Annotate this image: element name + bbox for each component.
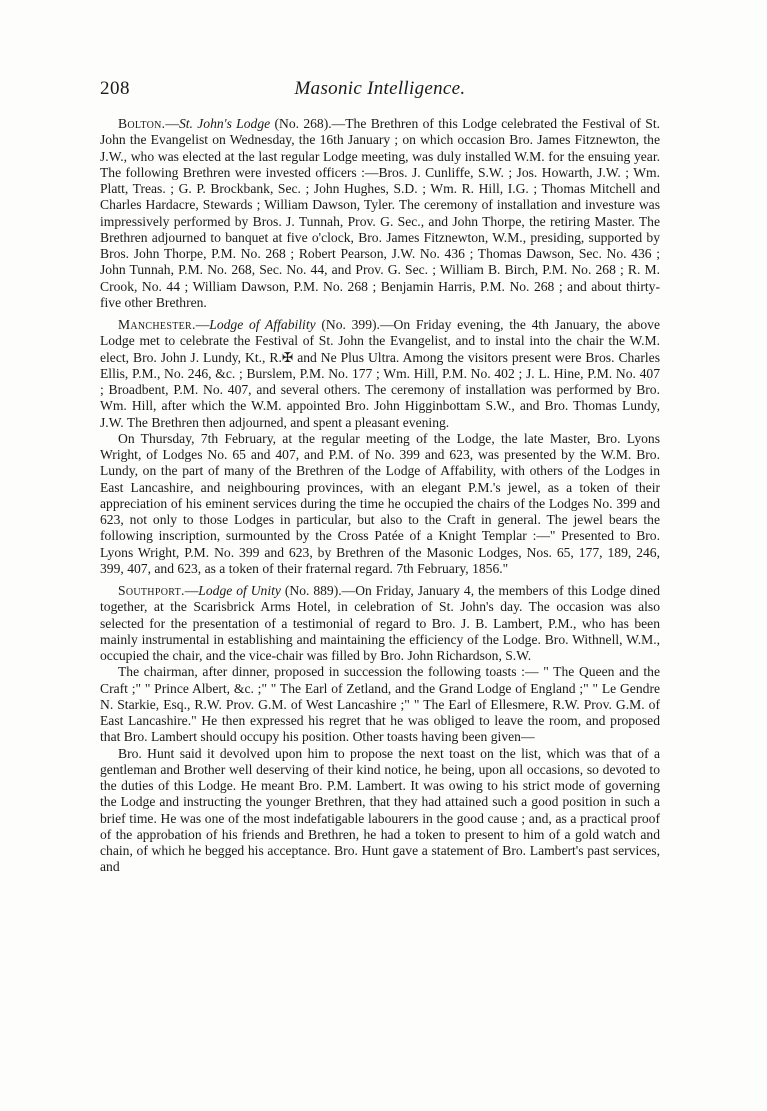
paragraph-text-presentation: On Thursday, 7th February, at the regular meeting of the Lodge, the late Master, Bro. Lyons Wright, of Lodges No. 65 and 407, and P.M. of No. 399 and 623, was presented by the W.M. Bro. Lundy, on the part of many of the Brethren of the Lodge of Affability, with others of the Lodges in East Lancashire, and neighbouring provinces, with an elegant P.M.'s jewel, as a token of their appreciation of his eminent services during the time he occupied the chairs of the Lodges No. 399 and 623, not only to those Lodges in particular, but also to the Craft in general. The jewel bears the following inscription, surmounted by the Cross Patée of a Knight Templar :—" Presented to Bro. Lyons Wright, P.M. No. 399 and 623, by Brethren of the Masonic Lodges, Nos. 65, 177, 189, 246, 399, 407, and 623, as a token of their fraternal regard. 7th February, 1856." [100, 430, 660, 576]
paragraph-toasts [100, 664, 660, 745]
paragraph-southport: Southport.—Lodge of Unity (No. 889).—On Friday, January 4, the members of this Lodge dined together, at the Scarisbrick Arms Hotel, in celebration of St. John's day. The occasion was also selected for the presentation of a testimonial of regard to Bro. J. B. Lambert, P.M., who has been mainly instrumental in establishing and maintaining the efficiency of the Lodge. Bro. Withnell, W.M., occupied the chair, and the vice-chair was filled by Bro. John Richardson, S.W. [100, 583, 660, 663]
running-title: Masonic Intelligence. [294, 78, 466, 99]
place-heading-bolton: Bolton. [118, 116, 166, 131]
paragraph-text-manchester: (No. 399).—On Friday evening, the 4th January, the above Lodge met to celebrate the Festival of St. John the Evangelist, and to instal into the chair the W.M. elect, Bro. John J. Lundy, Kt., R.✠ and Ne Plus Ultra. Among the visitors present were Bros. Charles Ellis, P.M., No. 246, &c. ; Burslem, P.M. No. 177 ; Wm. Hill, P.M. No. 402 ; J. L. Hine, P.M. No. 407 ; Broadbent, P.M. No. 407, and several others. The ceremony of installation was performed by Bro. Wm. Hill, after which the W.M. appointed Bro. John Higginbottam S.W., and Bro. Thomas Lundy, J.W. The Brethren then adjourned, and spent a pleasant evening. [100, 317, 660, 430]
paragraph-manchester: Manchester.—Lodge of Affability (No. 399).—On Friday evening, the 4th January, the above Lodge met to celebrate the Festival of St. John the Evangelist, and to instal into the chair the W.M. elect, Bro. John J. Lundy, Kt., R.✠ and Ne Plus Ultra. Among the visitors present were Bros. Charles Ellis, P.M., No. 246, &c. ; Burslem, P.M. No. 177 ; Wm. Hill, P.M. No. 402 ; J. L. Hine, P.M. No. 407 ; Broadbent, P.M. No. 407, and several others. The ceremony of installation was performed by Bro. Wm. Hill, after which the W.M. appointed Bro. John Higginbottam S.W., and Bro. Thomas Lundy, J.W. The Brethren then adjourned, and spent a pleasant evening. [100, 317, 660, 430]
paragraph-text-bolton: (No. 268).—The Brethren of this Lodge celebrated the Festival of St. John the Evangelist on Wednesday, the 16th January ; on which occasion Bro. James Fitznewton, the J.W., who was elected at the last regular Lodge meeting, was duly installed W.M. for the ensuing year. The following Brethren were invested officers :—Bros. J. Cunliffe, S.W. ; Jos. Howarth, J.W. ; Wm. Platt, Treas. ; G. P. Brockbank, Sec. ; John Hughes, S.D. ; Wm. R. Hill, I.G. ; Thomas Mitchell and Charles Hardacre, Stewards ; William Dawson, Tyler. The ceremony of installation and investure was impressively performed by Bros. J. Tunnah, Prov. G. Sec., and John Thorpe, the retiring Master. The Brethren adjourned to banquet at five o'clock, Bro. James Fitznewton, W.M., presiding, supported by Bros. John Thorpe, P.M. No. 268 ; Robert Pearson, J.W. No. 436 ; Thomas Dawson, Sec. No. 436 ; John Tunnah, P.M. No. 268, Sec. No. 44, and Prov. G. Sec. ; William B. Birch, P.M. No. 268 ; R. M. Crook, No. 44 ; William Dawson, P.M. No. 268 ; Benjamin Harris, P.M. No. 268 ; and about thirty-five other Brethren. [100, 116, 661, 310]
lodge-name-bolton: St. John's Lodge [178, 116, 271, 131]
paragraph-text-hunt: Bro. Hunt said it devolved upon him to propose the next toast on the list, which was that of a gentleman and Brother well deserving of their kind notice, he being, upon all occasions, so devoted to the duties of this Lodge. He meant Bro. P.M. Lambert. It was owing to his strict mode of governing the Lodge and instructing the younger Brethren, that they had attained such a good position in such a brief time. He was one of the most indefatigable labourers in the good cause ; and, as a practical proof of the approbation of his friends and Brethren, he had a token to present to him of a gold watch and chain, of which he begged his acceptance. Bro. Hunt gave a statement of Bro. Lambert's past services, and [100, 745, 660, 875]
article-body [100, 116, 660, 876]
paragraph-bolton: Bolton.—St. John's Lodge (No. 268).—The Brethren of this Lodge celebrated the Festival of St. John the Evangelist on Wednesday, the 16th January ; on which occasion Bro. James Fitznewton, the J.W., who was elected at the last regular Lodge meeting, was duly installed W.M. for the ensuing year. The following Brethren were invested officers :—Bros. J. Cunliffe, S.W. ; Jos. Howarth, J.W. ; Wm. Platt, Treas. ; G. P. Brockbank, Sec. ; John Hughes, S.D. ; Wm. R. Hill, I.G. ; Thomas Mitchell and Charles Hardacre, Stewards ; William Dawson, Tyler. The ceremony of installation and investure was impressively performed by Bros. J. Tunnah, Prov. G. Sec., and John Thorpe, the retiring Master. The Brethren adjourned to banquet at five o'clock, Bro. James Fitznewton, W.M., presiding, supported by Bros. John Thorpe, P.M. No. 268 ; Robert Pearson, J.W. No. 436 ; Thomas Dawson, Sec. No. 436 ; John Tunnah, P.M. No. 268, Sec. No. 44, and Prov. G. Sec. ; William B. Birch, P.M. No. 268 ; R. M. Crook, No. 44 ; William Dawson, P.M. No. 268 ; Benjamin Harris, P.M. No. 268 ; and about thirty-five other Brethren. [100, 116, 661, 310]
page-number: 208 [100, 78, 130, 99]
paragraph-hunt [100, 746, 660, 876]
lodge-name-manchester: Lodge of Affability [209, 317, 316, 332]
page-header [100, 78, 660, 102]
paragraph-text-southport: (No. 889).—On Friday, January 4, the members of this Lodge dined together, at the Scarisbrick Arms Hotel, in celebration of St. John's day. The occasion was also selected for the presentation of a testimonial of regard to Bro. J. B. Lambert, P.M., who has been mainly instrumental in establishing and maintaining the efficiency of the Lodge. Bro. Withnell, W.M., occupied the chair, and the vice-chair was filled by Bro. John Richardson, S.W. [100, 583, 660, 663]
paragraph-presentation [100, 431, 660, 577]
place-heading-southport: Southport. [118, 583, 185, 598]
place-heading-manchester: Manchester. [118, 317, 196, 332]
paragraph-text-toasts: The chairman, after dinner, proposed in succession the following toasts :— " The Queen and the Craft ;" " Prince Albert, &c. ;" " The Earl of Zetland, and the Grand Lodge of England ;" " Le Gendre N. Starkie, Esq., R.W. Prov. G.M. of West Lancashire ;" " The Earl of Ellesmere, R.W. Prov. G.M. of East Lancashire." He then expressed his regret that he was obliged to leave the room, and proposed that Bro. Lambert should occupy his position. Other toasts having been given— [100, 664, 660, 745]
lodge-name-southport: Lodge of Unity [198, 583, 281, 598]
